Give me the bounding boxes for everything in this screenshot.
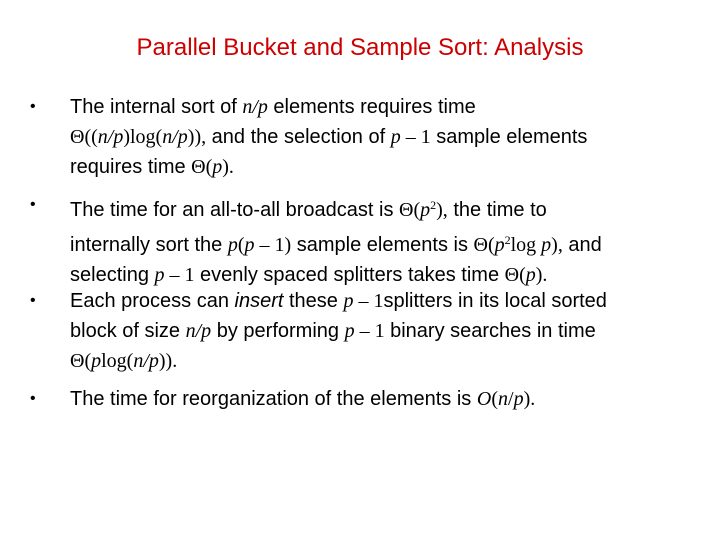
- bullet-line: The time for reorganization of the elements is O(n/p).: [70, 388, 536, 410]
- bullet-text: [70, 286, 710, 376]
- bullet-text: [70, 384, 710, 414]
- bullet-line: requires time Θ(p).: [70, 156, 234, 178]
- bullet-line: selecting p – 1 evenly spaced splitters takes time Θ(p).: [70, 264, 548, 286]
- bullet-icon: •: [30, 292, 36, 309]
- bullet-icon: •: [30, 196, 36, 213]
- bullet-line: Θ(plog(n/p)).: [70, 350, 178, 372]
- bullet-line: Θ((n/p)log(n/p)), and the selection of p – 1 sample elements: [70, 126, 588, 148]
- bullet-icon: •: [30, 98, 36, 115]
- bullet-text: [70, 92, 710, 182]
- bullet-line: internally sort the p(p – 1) sample elements is $\Theta(p^2\log$ p), and: [70, 233, 602, 256]
- bullet-text: [70, 190, 710, 290]
- bullet-icon: •: [30, 390, 36, 407]
- bullet-line: The internal sort of n/p elements requires time: [70, 96, 476, 118]
- slide-title: Parallel Bucket and Sample Sort: Analysis: [136, 34, 584, 61]
- bullet-line: The time for an all-to-all broadcast is $\Theta(p^2)$, the time to: [70, 198, 547, 221]
- bullet-line: block of size n/p by performing p – 1 binary searches in time: [70, 320, 596, 342]
- bullet-line: Each process can insert these p – 1splitters in its local sorted: [70, 290, 607, 312]
